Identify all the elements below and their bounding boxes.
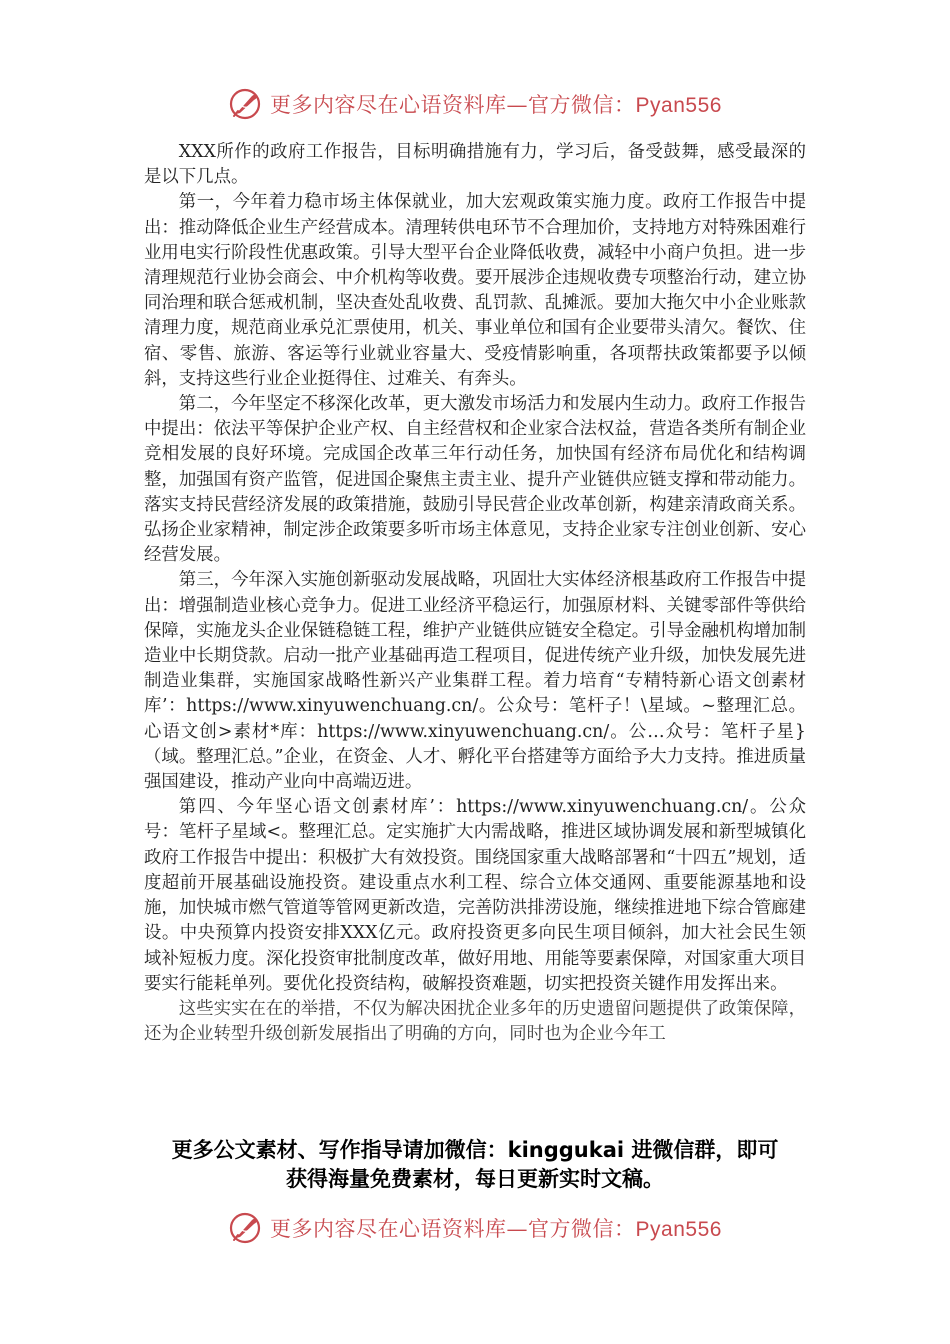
paragraph-second-point: 第二，今年坚定不移深化改革，更大激发市场活力和发展内生动力。政府工作报告中提出：依法平等保护企业产权、自主经营权和企业家合法权益，营造各类所有制企业竞相发展的良好环境。完成国企改革三年行动任务，加快国有经济布局优化和结构调整，加强国有资产监管，促进国企聚焦主责主业、提升产业链供应链支撑和带动能力。落实支持民营经济发展的政策措施，鼓励引导民营企业改革创新，构建亲清政商关系。弘扬企业家精神，制定涉企政策要多听市场主体意见，支持企业家专注创业创新、安心经营发展。 [144, 394, 806, 566]
quill-pen-logo-icon [228, 1211, 262, 1245]
banner-wechat-handle: Pyan556 [635, 1218, 722, 1241]
paragraph-third-point: 第三，今年深入实施创新驱动发展战略，巩固壮大实体经济根基政府工作报告中提出：增强制造业核心竞争力。促进工业经济平稳运行，加强原材料、关键零部件等供给保障，实施龙头企业保链稳链工程，维护产业链供应链安全稳定。引导金融机构增加制造业中长期贷款。启动一批产业基础再造工程项目，促进传统产业升级，加快发展先进制造业集群，实施国家战略性新兴产业集群工程。着力培育“专精特新心语文创素材库’：https://www.xinyuwenchuang.cn/。公众号：笔杆子！\星域。~整理汇总。心语文创>素材*库：https://www.xinyuwenchuang.cn/。公…众号：笔杆子星}（域。整理汇总。”企业，在资金、人才、孵化平台搭建等方面给予大力支持。推进质量强国建设，推动产业向中高端迈进。 [144, 570, 806, 793]
paragraph-first-point: 第一，今年着力稳市场主体保就业，加大宏观政策实施力度。政府工作报告中提出：推动降低企业生产经营成本。清理转供电环节不合理加价，支持地方对特殊困难行业用电实行阶段性优惠政策。引导大型平台企业降低收费，减轻中小商户负担。进一步清理规范行业协会商会、中介机构等收费。要开展涉企违规收费专项整治行动，建立协同治理和联合惩戒机制，坚决查处乱收费、乱罚款、乱摊派。要加大拖欠中小企业账款清理力度，规范商业承兑汇票使用，机关、事业单位和国有企业要带头清欠。餐饮、住宿、零售、旅游、客运等行业就业容量大、受疫情影响重，各项帮扶政策都要予以倾斜，支持这些行业企业挺得住、过难关、有奔头。 [144, 192, 806, 389]
document-body [144, 140, 806, 1047]
header-watermark-banner [0, 84, 950, 124]
cta-line-2: 获得海量免费素材，每日更新实时文稿。 [286, 1167, 664, 1191]
banner-slogan: 更多内容尽在心语资料库—官方微信： [270, 93, 636, 117]
paragraph-conclusion: 这些实实在在的举措，不仅为解决困扰企业多年的历史遗留问题提供了政策保障，还为企业转型升级创新发展指出了明确的方向，同时也为企业今年工 [144, 998, 806, 1045]
banner-wechat-handle: Pyan556 [635, 94, 722, 117]
banner-text [270, 1213, 722, 1243]
cta-line-1: 更多公文素材、写作指导请加微信：kinggukai 进微信群，即可 [171, 1138, 779, 1162]
footer-watermark-banner [0, 1208, 950, 1248]
quill-pen-logo-icon [228, 87, 262, 121]
banner-slogan: 更多内容尽在心语资料库—官方微信： [270, 1217, 636, 1241]
banner-text [270, 89, 722, 119]
paragraph-fourth-point: 第四、今年坚心语文创素材库’：https://www.xinyuwenchuang.cn/。公众号：笔杆子星域<。整理汇总。定实施扩大内需战略，推进区域协调发展和新型城镇化政府工作报告中提出：积极扩大有效投资。围绕国家重大战略部署和“十四五”规划，适度超前开展基础设施投资。建设重点水利工程、综合立体交通网、重要能源基地和设施，加快城市燃气管道等管网更新改造，完善防洪排涝设施，继续推进地下综合管廊建设。中央预算内投资安排XXX亿元。政府投资更多向民生项目倾斜，加大社会民生领域补短板力度。深化投资审批制度改革，做好用地、用能等要素保障，对国家重大项目要实行能耗单列。要优化投资结构，破解投资难题，切实把投资关键作用发挥出来。 [144, 797, 806, 994]
wechat-call-to-action [100, 1136, 850, 1194]
paragraph-intro: XXX所作的政府工作报告，目标明确措施有力，学习后，备受鼓舞，感受最深的是以下几点。 [144, 142, 806, 188]
